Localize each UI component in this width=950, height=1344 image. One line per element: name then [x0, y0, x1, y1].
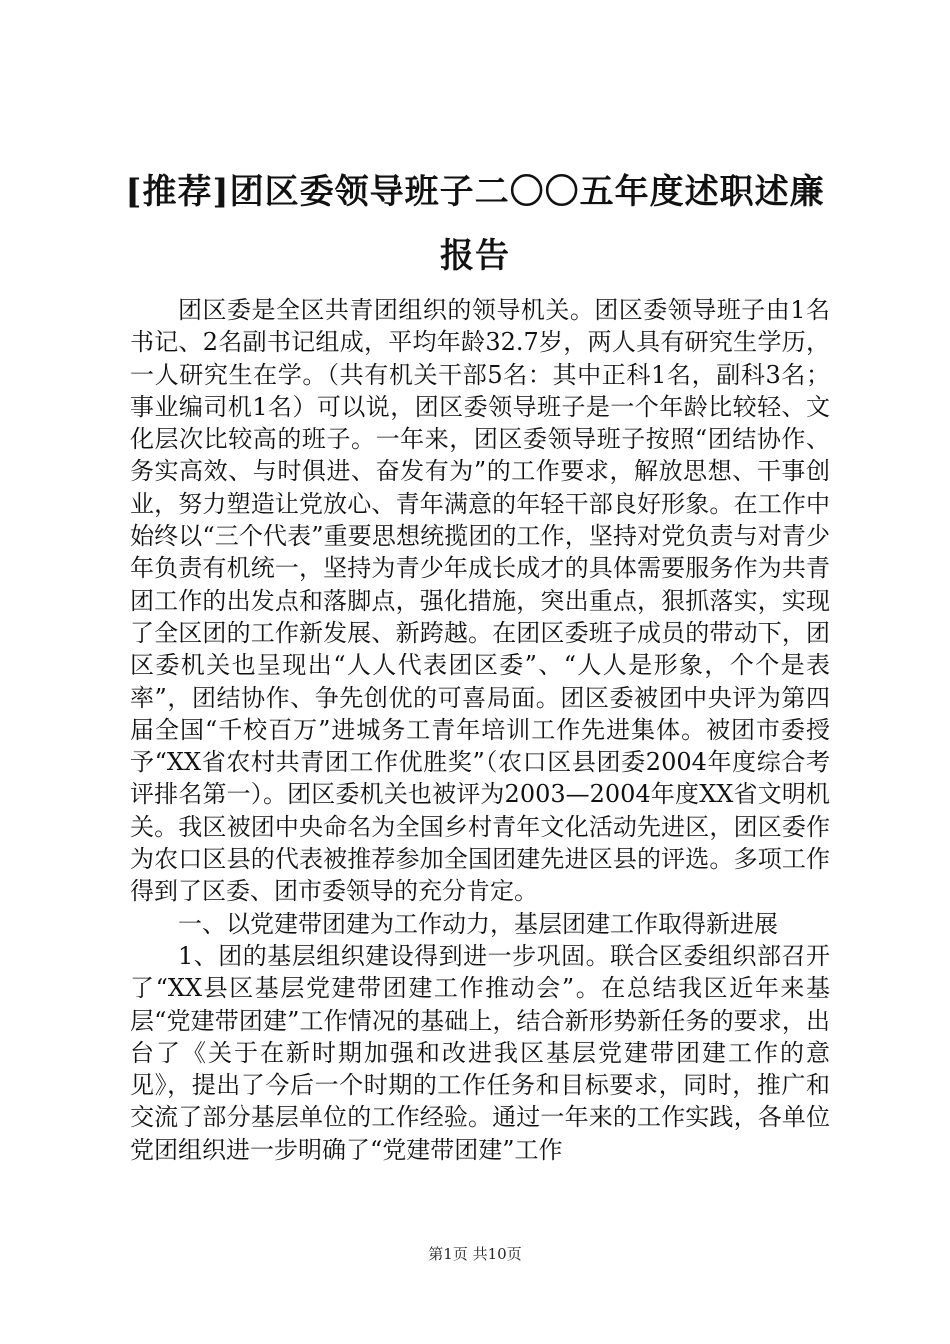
- body-paragraph: 团区委是全区共青团组织的领导机关。团区委领导班子由1名书记、2名副书记组成，平均年龄32.7岁，两人具有研究生学历，一人研究生在学。（共有机关干部5名：其中正科1名，副科3名；事业编司机1名）可以说，团区委领导班子是一个年龄比较轻、文化层次比较高的班子。一年来，团区委领导班子按照“团结协作、务实高效、与时俱进、奋发有为”的工作要求，解放思想、干事创业，努力塑造让党放心、青年满意的年轻干部良好形象。在工作中始终以“三个代表”重要思想统揽团的工作，坚持对党负责与对青少年负责有机统一，坚持为青少年成长成才的具体需要服务作为共青团工作的出发点和落脚点，强化措施，突出重点，狠抓落实，实现了全区团的工作新发展、新跨越。在团区委班子成员的带动下，团区委机关也呈现出“人人代表团区委”、“人人是形象，个个是表率”，团结协作、争先创优的可喜局面。团区委被团中央评为第四届全国“千校百万”进城务工青年培训工作先进集体。被团市委授予“XX省农村共青团工作优胜奖”（农口区县团委2004年度综合考评排名第一）。团区委机关也被评为2003—2004年度XX省文明机关。我区被团中央命名为全国乡村青年文化活动先进区，团区委作为农口区县的代表被推荐参加全国团建先进区县的评选。多项工作得到了区委、团市委领导的充分肯定。: [130, 296, 830, 906]
- document-body: [130, 294, 830, 1166]
- section-heading: 一、以党建带团建为工作动力，基层团建工作取得新进展: [178, 909, 778, 938]
- page-footer: 第1页 共10页: [428, 1245, 522, 1263]
- document-title: [推荐]团区委领导班子二〇〇五年度述职述廉报告: [125, 172, 825, 276]
- body-paragraph: 1、团的基层组织建设得到进一步巩固。联合区委组织部召开了“XX县区基层党建带团建工作推动会”。在总结我区近年来基层“党建带团建”工作情况的基础上，结合新形势新任务的要求，出台了《关于在新时期加强和改进我区基层党建带团建工作的意见》，提出了今后一个时期的工作任务和目标要求，同时，推广和交流了部分基层单位的工作经验。通过一年来的工作实践，各单位党团组织进一步明确了“党建带团建”工作: [130, 941, 830, 1164]
